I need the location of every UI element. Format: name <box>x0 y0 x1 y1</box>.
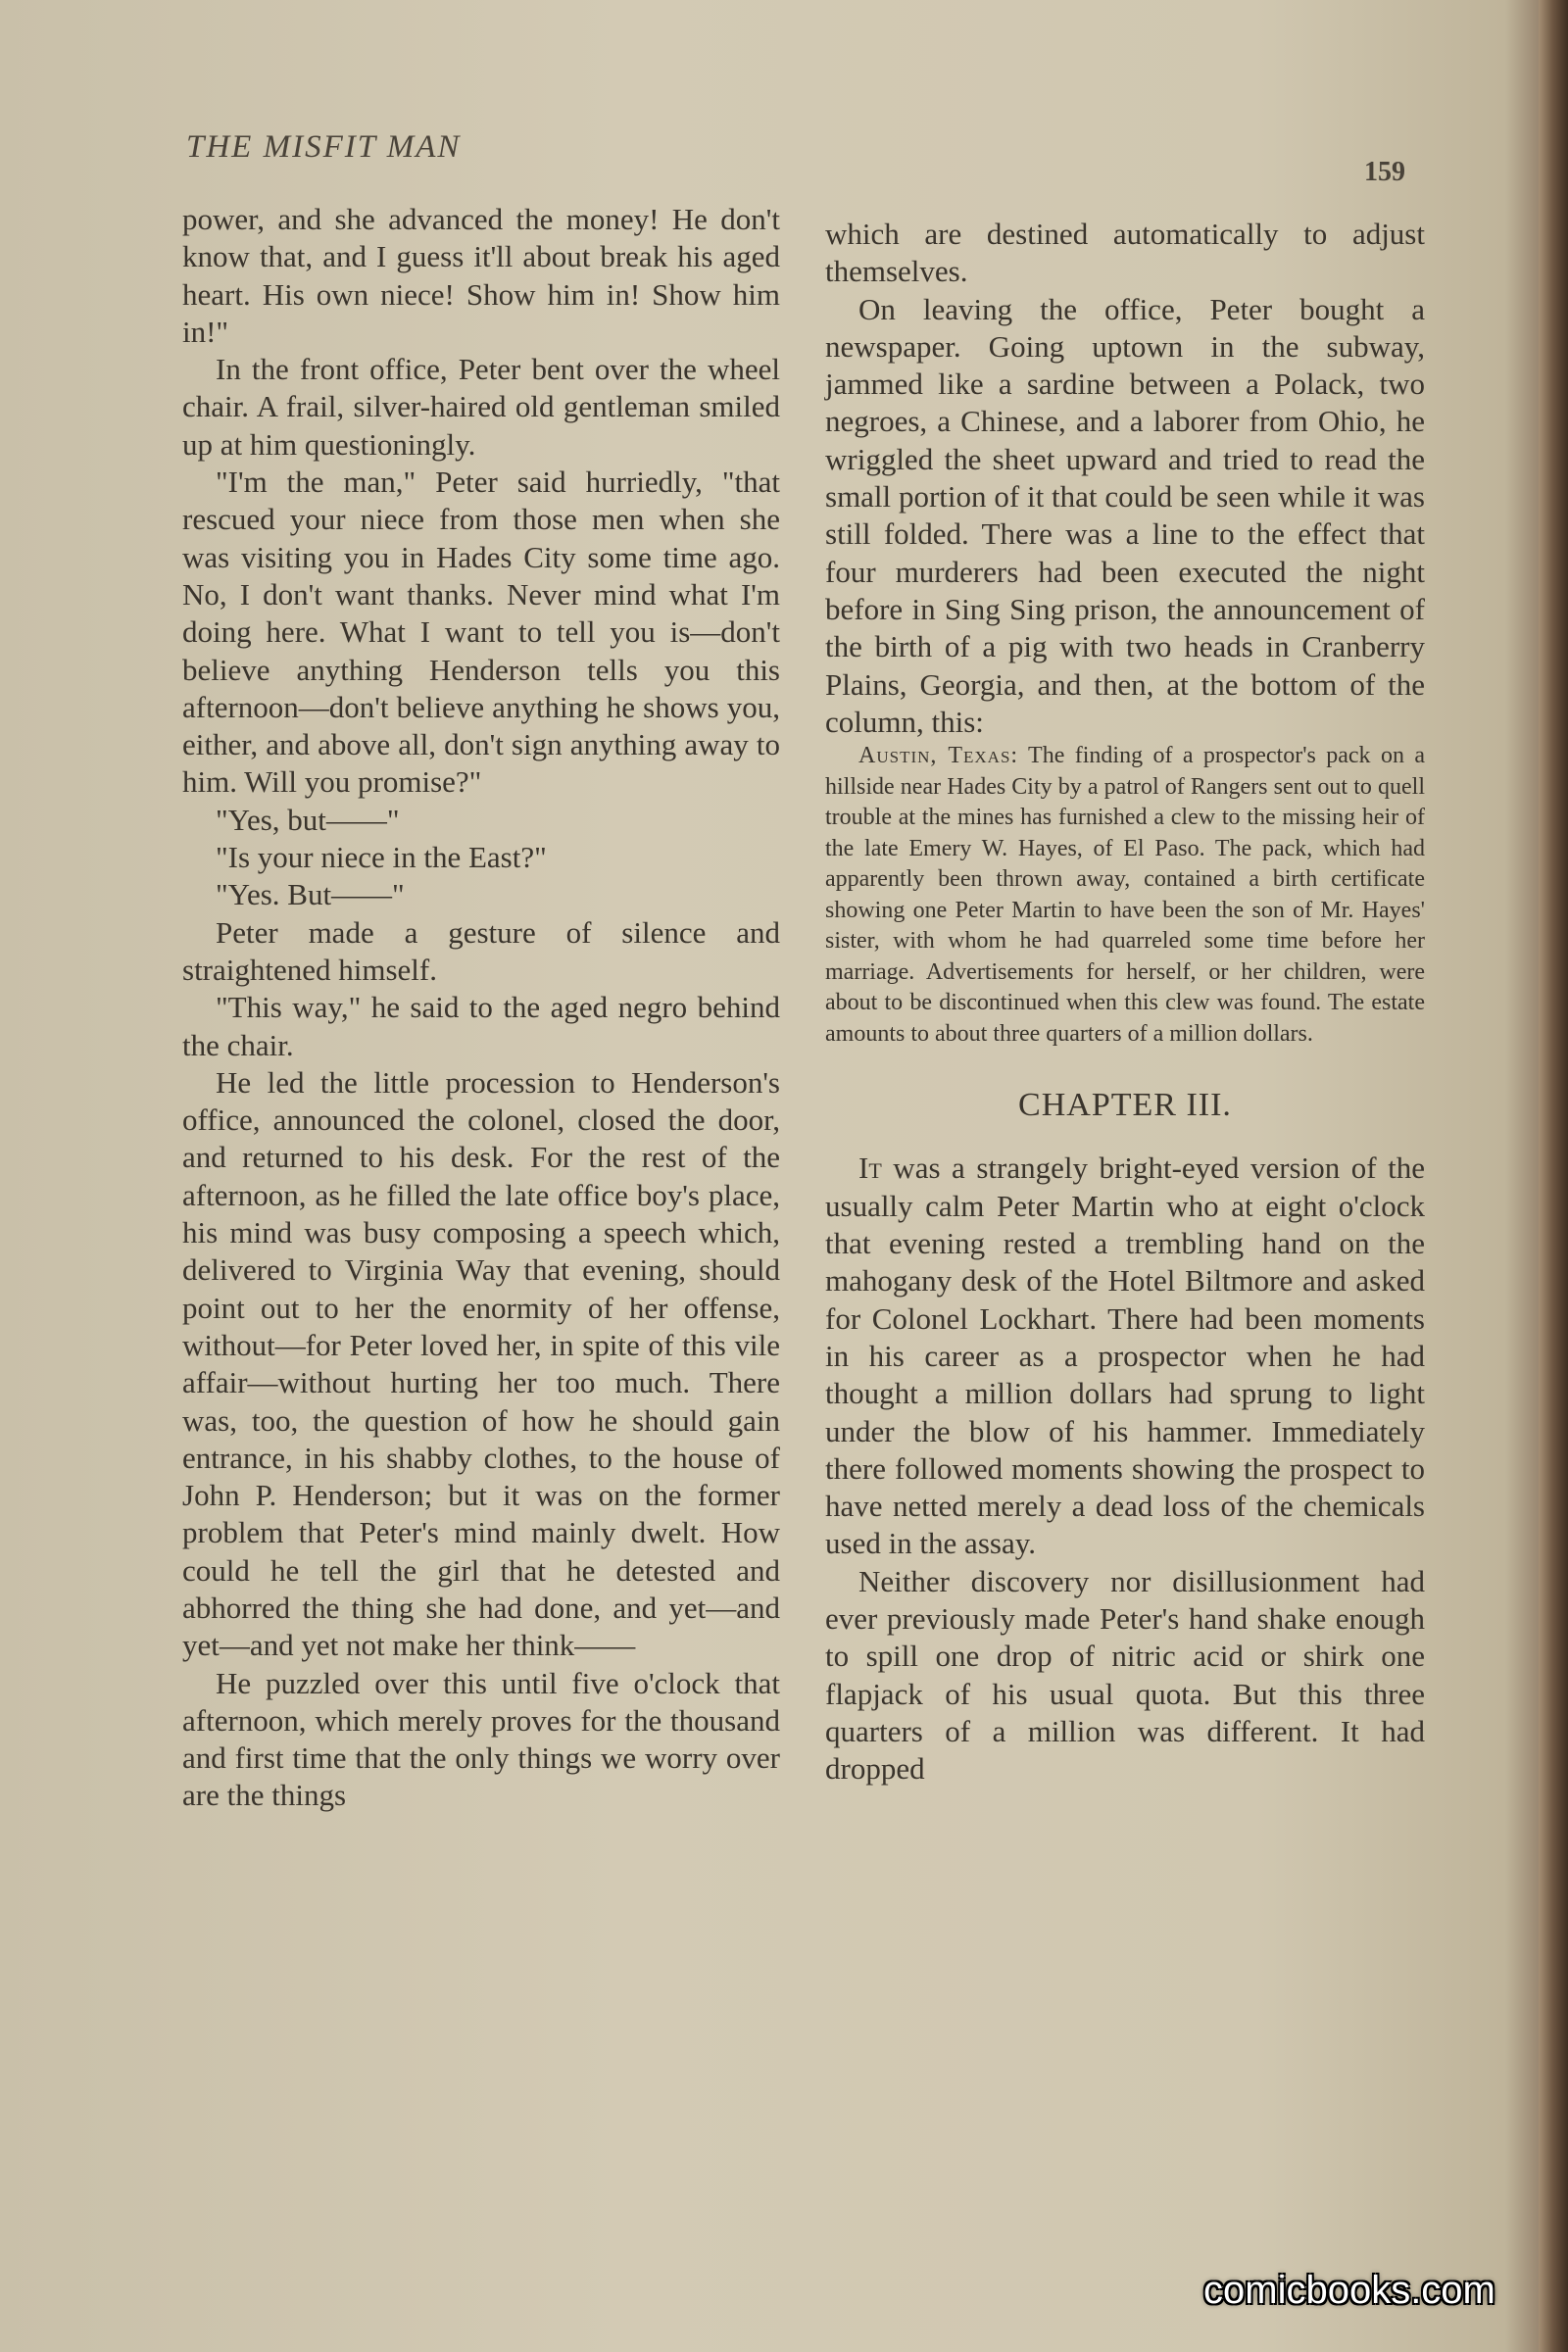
paragraph: "Is your niece in the East?" <box>216 840 547 875</box>
running-head: THE MISFIT MAN <box>186 129 462 165</box>
dispatch-body: The finding of a prospector's pack on a hillside near Hades City by a patrol of Rangers sent out to quell trouble at the mines has furnished a clew to the missing heir of the late Emery W. Hayes, of El Paso. The pack, which had apparently been thrown away, contained a birth certificate showing one Peter Martin to have been the son of Mr. Hayes' sister, with whom he had quarreled some time before her marriage. Advertisements for herself, or her children, were about to be discontinued when this clew was found. The estate amounts to about three quarters of a million dollars. <box>825 743 1425 1047</box>
paragraph: Neither discovery nor disillusionment had ever previously made Peter's hand shake enough to spill one drop of nitric acid or shirk one flapjack of his usual quota. But this three quarters of a million was different. It had dropped <box>825 1563 1425 1787</box>
paragraph: He led the little procession to Henderson's office, announced the colonel, closed the door, and returned to his desk. For the rest of the afternoon, as he filled the late office boy's place, his mind was busy composing a speech which, delivered to Virginia Way that evening, should point out to her the enormity of her offense, without—for Peter loved her, in spite of this vile affair—without hurting her too much. There was, too, the question of how he should gain entrance, in his shabby clothes, to the house of John P. Henderson; but it was on the former problem that Peter's mind mainly dwelt. How could he tell the girl that he detested and abhorred the thing she had done, and yet—and yet—and yet not make her think—— <box>182 1064 780 1663</box>
paragraph: power, and she advanced the money! He don't know that, and I guess it'll about break his aged heart. His own niece! Show him in! Show him in!" <box>182 202 780 349</box>
chapter-first-word: It <box>858 1151 882 1186</box>
paragraph: On leaving the office, Peter bought a newspaper. Going uptown in the subway, jammed like a sardine between a Polack, two negroes, a Chinese, and a laborer from Ohio, he wriggled the sheet upward and tried to read the small portion of it that could be seen while it was still folded. There was a line to the effect that four murderers had been executed the night before in Sing Sing prison, the announcement of the birth of a pig with two heads in Cranberry Plains, Georgia, and then, at the bottom of the column, this: <box>825 291 1425 739</box>
chapter-opening-text: was a strangely bright-eyed version of the usually calm Peter Martin who at eight o'clock that evening rested a trembling hand on the mahogany desk of the Hotel Biltmore and asked for Colonel Lockhart. There had been moments in his career as a prospector when he had thought a million dollars had sprung to light under the blow of his hammer. Immediately there followed moments showing the prospect to have netted merely a dead loss of the chemicals used in the assay. <box>825 1151 1425 1561</box>
paragraph: He puzzled over this until five o'clock that afternoon, which merely proves for the thousand and first time that the only things we worry over are the things <box>182 1665 780 1813</box>
page-spine-edge <box>1539 0 1568 2352</box>
site-watermark: comicbooks.com <box>1203 2269 1495 2312</box>
chapter-opening-paragraph <box>825 1150 1425 1562</box>
paragraph: Peter made a gesture of silence and straightened himself. <box>182 914 780 987</box>
dispatch-dateline: Austin, Texas: <box>858 743 1019 769</box>
page-number: 159 <box>1364 157 1405 187</box>
chapter-heading: CHAPTER III. <box>1018 1087 1232 1124</box>
right-column <box>825 216 1425 1788</box>
paragraph: "Yes. But——" <box>216 877 405 912</box>
paragraph: In the front office, Peter bent over the wheel chair. A frail, silver-haired old gentleman smiled up at him questioningly. <box>182 352 780 462</box>
left-column <box>182 201 780 1815</box>
paragraph: "I'm the man," Peter said hurriedly, "that rescued your niece from those men when she was visiting you in Hades City some time ago. No, I don't want thanks. Never mind what I'm doing here. What I want to tell you is—don't believe anything Henderson tells you this afternoon—don't believe anything he shows you, either, and above all, don't sign anything away to him. Will you promise?" <box>182 465 780 800</box>
news-dispatch <box>825 741 1425 1050</box>
paragraph: which are destined automatically to adjust themselves. <box>825 217 1425 289</box>
paragraph: "Yes, but——" <box>216 802 400 837</box>
paragraph: "This way," he said to the aged negro behind the chair. <box>182 990 780 1062</box>
